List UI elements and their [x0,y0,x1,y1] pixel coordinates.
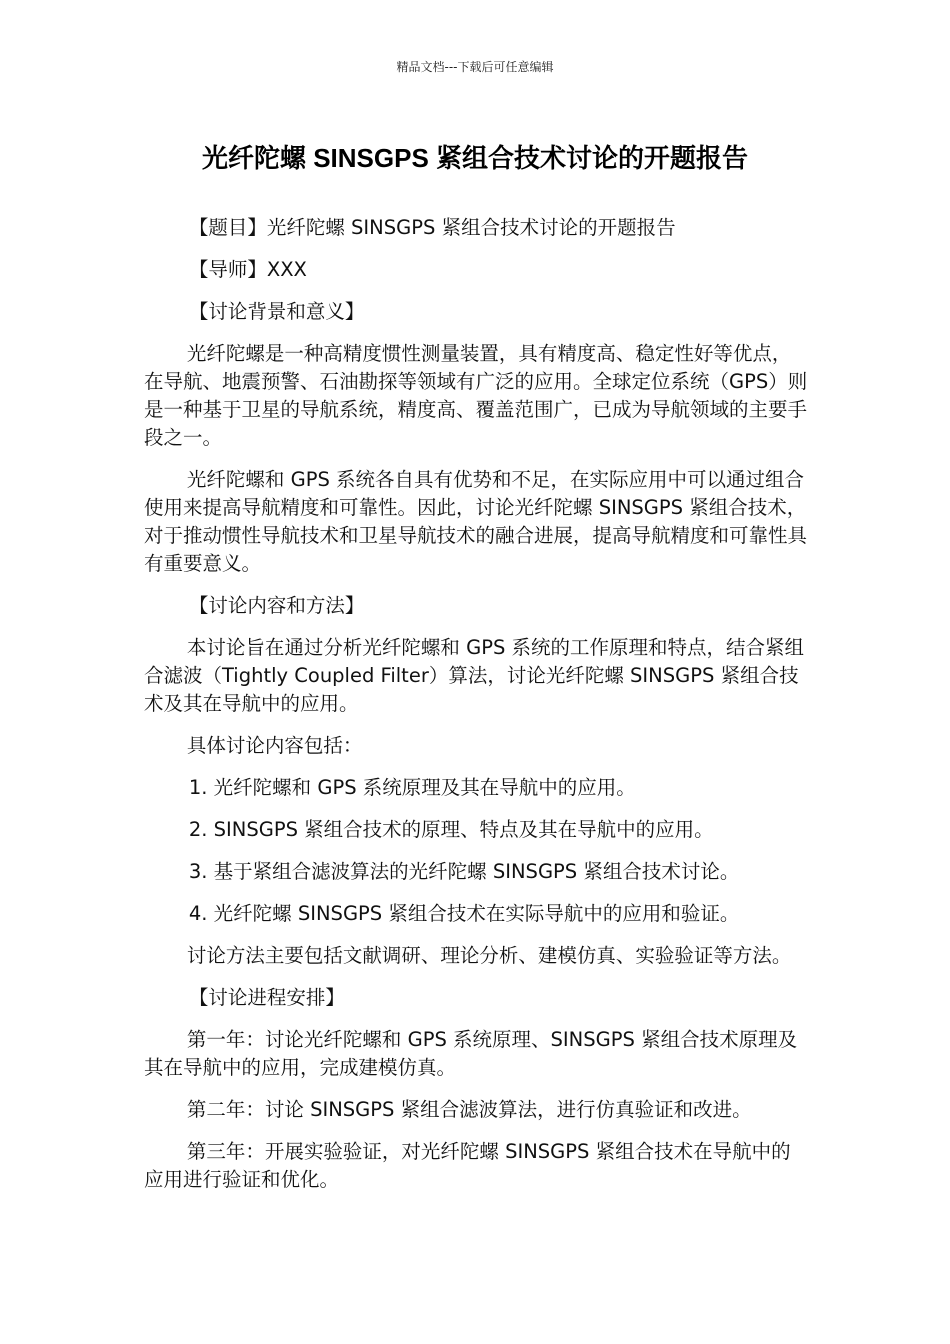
schedule-year-2: 第二年：讨论 SINSGPS 紧组合滤波算法，进行仿真验证和改进。 [186,1098,752,1121]
background-paragraph-2: 光纤陀螺和 GPS 系统各自具有优势和不足，在实际应用中可以通过组合使用来提高导航精度和可靠性。因此，讨论光纤陀螺 SINSGPS 紧组合技术，对于推动惯性导航技术和卫星导航技术的融合进展，提高导航精度和可靠性具有重要意义。 [144,468,808,575]
schedule-year-1: 第一年：讨论光纤陀螺和 GPS 系统原理、SINSGPS 紧组合技术原理及其在导航中的应用，完成建模仿真。 [144,1028,798,1079]
page-header-note: 精品文档---下载后可任意编辑 [396,60,554,74]
content-list-item: 2. SINSGPS 紧组合技术的原理、特点及其在导航中的应用。 [188,818,714,841]
content-paragraph-1: 本讨论旨在通过分析光纤陀螺和 GPS 系统的工作原理和特点，结合紧组合滤波（Tightly Coupled Filter）算法，讨论光纤陀螺 SINSGPS 紧组合技术及其在导航中的应用。 [144,636,805,715]
document-body [144,214,810,1208]
method-paragraph: 讨论方法主要包括文献调研、理论分析、建模仿真、实验验证等方法。 [186,944,792,967]
background-paragraph-1: 光纤陀螺是一种高精度惯性测量装置，具有精度高、稳定性好等优点，在导航、地震预警、石油勘探等领域有广泛的应用。全球定位系统（GPS）则是一种基于卫星的导航系统，精度高、覆盖范围广，已成为导航领域的主要手段之一。 [144,342,808,449]
content-list-item: 4. 光纤陀螺 SINSGPS 紧组合技术在实际导航中的应用和验证。 [188,902,740,925]
section-heading-schedule: 【讨论进程安排】 [188,986,345,1009]
section-heading-background: 【讨论背景和意义】 [188,300,365,323]
advisor-line: 【导师】XXX [188,258,307,281]
content-list-item: 1. 光纤陀螺和 GPS 系统原理及其在导航中的应用。 [188,776,636,799]
schedule-year-3: 第三年：开展实验验证，对光纤陀螺 SINSGPS 紧组合技术在导航中的应用进行验证和优化。 [144,1140,791,1191]
topic-line: 【题目】光纤陀螺 SINSGPS 紧组合技术讨论的开题报告 [188,216,676,239]
content-list-item: 3. 基于紧组合滤波算法的光纤陀螺 SINSGPS 紧组合技术讨论。 [188,860,740,883]
document-title: 光纤陀螺 SINSGPS 紧组合技术讨论的开题报告 [201,143,749,173]
content-intro-line: 具体讨论内容包括： [186,734,363,757]
section-heading-content: 【讨论内容和方法】 [188,594,365,617]
